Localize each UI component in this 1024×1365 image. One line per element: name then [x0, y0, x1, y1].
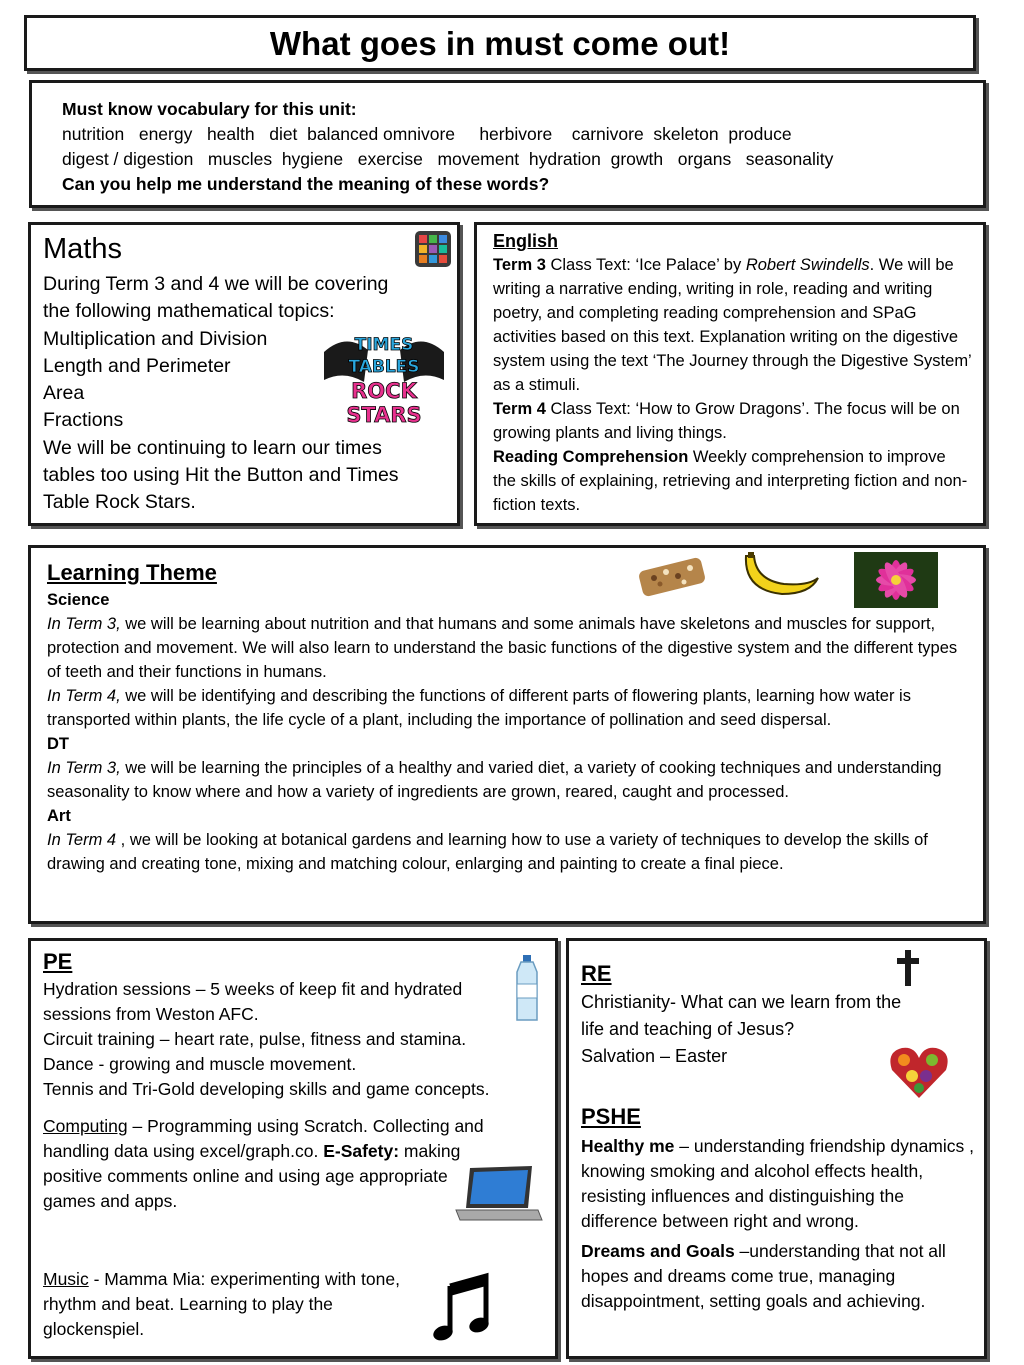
laptop-icon	[452, 1164, 544, 1226]
pshe-dreams-goals	[581, 1239, 976, 1314]
english-reading-text: Weekly comprehension to improve the skills of explaining, retrieving and interpreting fiction and non-fiction texts.	[493, 448, 968, 514]
english-term4-label: Term 4	[493, 400, 546, 418]
cross-icon	[894, 948, 922, 988]
logo-word: TIMES	[354, 335, 414, 355]
music-body: - Mamma Mia: experimenting with tone, rhythm and beat. Learning to play the glockenspiel.	[43, 1269, 400, 1339]
maths-topic: Length and Perimeter	[43, 354, 231, 377]
logo-word: STARS	[346, 403, 422, 427]
re-pshe-box	[566, 938, 987, 1359]
music-text	[43, 1267, 433, 1342]
english-term4	[493, 397, 973, 445]
english-author: Robert Swindells	[745, 256, 870, 274]
computing-text	[43, 1114, 493, 1214]
maths-heading: Maths	[43, 233, 122, 265]
esafety-body: making positive comments online and using age appropriate games and apps.	[43, 1141, 461, 1211]
english-term4-text: Class Text: ‘How to Grow Dragons’. The focus will be on growing plants and living things.	[493, 400, 960, 442]
dt-label: DT	[47, 735, 69, 753]
science-term3-label: In Term 3,	[47, 615, 121, 633]
re-line: life and teaching of Jesus?	[581, 1019, 795, 1039]
banana-image	[738, 550, 822, 600]
pshe-healthy-me	[581, 1134, 976, 1234]
esafety-label: E-Safety:	[323, 1141, 400, 1161]
science-term4-label: In Term 4,	[47, 687, 121, 705]
re-line: Christianity- What can we learn from the	[581, 992, 902, 1012]
art-term4-text: , we will be looking at botanical gardens and learning how to use a variety of techniques to develop the skills of drawing and creating tone, mixing and matching colour, enlarging and painting to create a final piece.	[47, 831, 928, 873]
re-heading: RE	[581, 961, 612, 986]
vocab-line-2: digest / digestion muscles hygiene exercise movement hydration growth organs seasonality	[62, 149, 834, 169]
maths-line: During Term 3 and 4 we will be covering	[43, 273, 389, 295]
maths-line: the following mathematical topics:	[43, 300, 335, 323]
pe-line: Circuit training – heart rate, pulse, fitness and stamina.	[43, 1029, 467, 1049]
maths-topic: Multiplication and Division	[43, 327, 268, 350]
maths-topic: Area	[43, 382, 85, 405]
maths-topic: Fractions	[43, 409, 124, 432]
science-term4-text: we will be identifying and describing the functions of different parts of flowering plants, learning how water is transported within plants, the life cycle of a plant, including the importance of pollination and seed dispersal.	[47, 687, 911, 729]
flower-image	[854, 552, 938, 608]
english-box	[474, 222, 986, 526]
vocabulary-box	[29, 80, 986, 208]
pe-line: Dance - growing and muscle movement.	[43, 1054, 357, 1074]
maths-line: We will be continuing to learn our times	[43, 436, 382, 459]
dreams-goals-label: Dreams and Goals	[581, 1241, 735, 1261]
dt-term3-label: In Term 3,	[47, 759, 121, 777]
english-reading	[493, 445, 973, 517]
english-term3-label: Term 3	[493, 256, 546, 274]
healthy-me-label: Healthy me	[581, 1136, 675, 1156]
pe-line: Tennis and Tri-Gold developing skills and game concepts.	[43, 1079, 490, 1099]
cereal-bar-image	[636, 552, 708, 600]
science-term3-text: we will be learning about nutrition and that humans and some animals have skeletons and muscles for support, protection and movement. We will also learn to understand the basic functions of the digestive system and the different types of teeth and their functions in humans.	[47, 615, 958, 681]
computing-label: Computing	[43, 1116, 128, 1136]
english-term3-rest: . We will be writing a narrative ending, writing in role, reading and writing poetry, and completing reading comprehension and SPaG activities based on this text. Explanation writing on the digestive system using the text ‘The Journey through the Digestive System’ as a stimuli.	[493, 256, 972, 394]
english-reading-label: Reading Comprehension	[493, 448, 689, 466]
music-label: Music	[43, 1269, 89, 1289]
times-tables-rock-stars-logo	[316, 322, 452, 438]
science-term4	[47, 684, 975, 732]
science-label: Science	[47, 591, 110, 609]
art-term4-label: In Term 4	[47, 831, 117, 849]
theme-heading: Learning Theme	[47, 560, 217, 585]
english-term3-text: Class Text: ‘Ice Palace’ by	[545, 256, 746, 274]
dt-term3	[47, 756, 975, 804]
dt-term3-text: we will be learning the principles of a healthy and varied diet, a variety of cooking techniques and understanding seasonality to know where and how a variety of ingredients are grown, reared, caught and processed.	[47, 759, 942, 801]
logo-word: ROCK	[351, 379, 417, 403]
pe-line: Hydration sessions – 5 weeks of keep fit and hydrated	[43, 979, 463, 999]
vocab-heading: Must know vocabulary for this unit:	[62, 99, 357, 119]
pe-line: sessions from Weston AFC.	[43, 1004, 259, 1024]
maths-line: Table Rock Stars.	[43, 491, 196, 514]
english-heading: English	[493, 231, 559, 251]
title-box	[24, 15, 976, 71]
maths-line: tables too using Hit the Button and Times	[43, 464, 399, 487]
pe-heading: PE	[43, 949, 73, 974]
calculator-icon	[414, 230, 452, 268]
logo-word: TABLES	[348, 357, 420, 377]
art-term4	[47, 828, 975, 876]
pshe-heading: PSHE	[581, 1104, 641, 1129]
re-line: Salvation – Easter	[581, 1046, 728, 1066]
music-notes-icon	[432, 1272, 496, 1346]
dreams-goals-text: –understanding that not all hopes and dreams come true, managing disappointment, setting goals and achieving.	[581, 1241, 946, 1311]
fruit-heart-icon	[888, 1044, 950, 1100]
page-title: What goes in must come out!	[269, 25, 731, 62]
healthy-me-text: – understanding friendship dynamics , knowing smoking and alcohol effects health, resisting influences and distinguishing the difference between right and wrong.	[581, 1136, 974, 1231]
art-label: Art	[47, 807, 71, 825]
vocab-line-1: nutrition energy health diet balanced omnivore herbivore carnivore skeleton produce	[62, 124, 792, 144]
learning-theme-box	[28, 545, 986, 924]
computing-body: – Programming using Scratch. Collecting and handling data using excel/graph.co.	[43, 1116, 484, 1161]
science-term3	[47, 612, 975, 684]
vocab-question: Can you help me understand the meaning of these words?	[62, 174, 550, 194]
english-term3	[493, 253, 973, 397]
water-bottle-icon	[512, 954, 542, 1024]
